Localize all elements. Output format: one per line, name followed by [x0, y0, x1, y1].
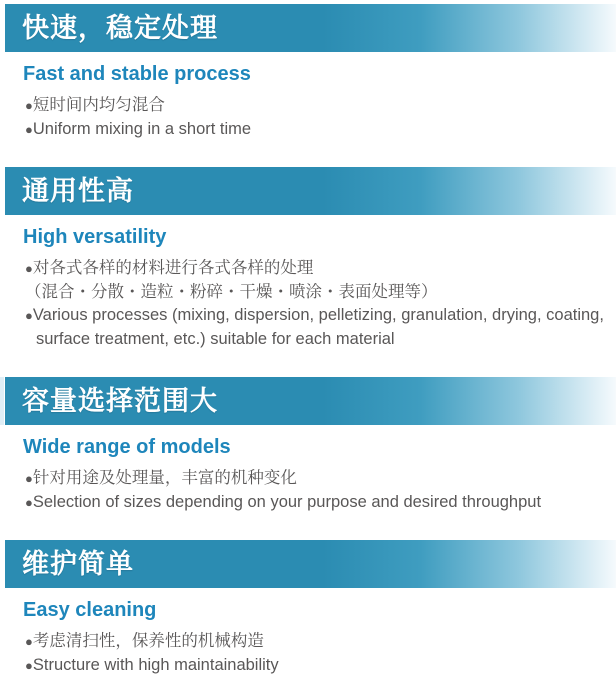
bullet-text: （混合・分散・造粒・粉碎・干燥・喷涂・表面处理等）: [25, 282, 438, 301]
feature-section-easy-cleaning: [0, 540, 616, 677]
bullet-text: Selection of sizes depending on your purpose and desired throughput: [32, 492, 542, 511]
section-header-bar: [5, 167, 616, 215]
bullet-icon: ●: [25, 121, 33, 137]
section-title-en: Wide range of models: [23, 436, 231, 458]
feature-section-model-range: [0, 377, 616, 514]
bullet-line: [25, 467, 616, 491]
feature-section-versatility: [0, 167, 616, 351]
bullet-list: [25, 467, 616, 514]
bullet-line: [25, 257, 616, 281]
bullet-icon: ●: [25, 657, 33, 673]
bullet-list: [25, 94, 616, 141]
bullet-line: [25, 94, 616, 118]
section-title-zh: 维护简单: [22, 549, 134, 579]
section-header-bar: [5, 377, 616, 425]
section-title-en: High versatility: [23, 226, 167, 248]
bullet-continuation-line: [25, 281, 616, 305]
section-title-zh: 通用性高: [22, 176, 134, 206]
section-header-bar: [5, 540, 616, 588]
bullet-icon: ●: [25, 308, 33, 323]
bullet-text: Structure with high maintainability: [32, 655, 279, 674]
bullet-text: 对各式各样的材料进行各式各样的处理: [32, 259, 314, 277]
feature-section-fast-stable: [0, 4, 616, 141]
bullet-icon: ●: [25, 494, 33, 510]
section-title-en: Easy cleaning: [23, 599, 157, 621]
section-header-bar: [5, 4, 616, 52]
bullet-text: 考虑清扫性，保养性的机械构造: [32, 632, 264, 650]
section-title-en: Fast and stable process: [23, 63, 251, 85]
bullet-text: Various processes (mixing, dispersion, pelletizing, granulation, drying, coating, surface treatment, etc.) suitable for each material: [32, 306, 604, 348]
bullet-icon: ●: [25, 634, 33, 649]
bullet-text: 短时间内均匀混合: [32, 96, 165, 114]
bullet-icon: ●: [25, 471, 33, 486]
section-title-zh: 容量选择范围大: [22, 386, 218, 416]
bullet-list: [25, 630, 616, 677]
bullet-icon: ●: [25, 261, 33, 276]
bullet-text: 针对用途及处理量，丰富的机种变化: [32, 469, 297, 487]
bullet-line: [25, 304, 616, 351]
bullet-line: [25, 654, 616, 678]
bullet-list: [25, 257, 616, 351]
bullet-line: [25, 491, 616, 515]
bullet-icon: ●: [25, 98, 33, 113]
bullet-line: [25, 118, 616, 142]
bullet-text: Uniform mixing in a short time: [32, 119, 252, 138]
bullet-line: [25, 630, 616, 654]
section-title-zh: 快速，稳定处理: [22, 13, 218, 43]
